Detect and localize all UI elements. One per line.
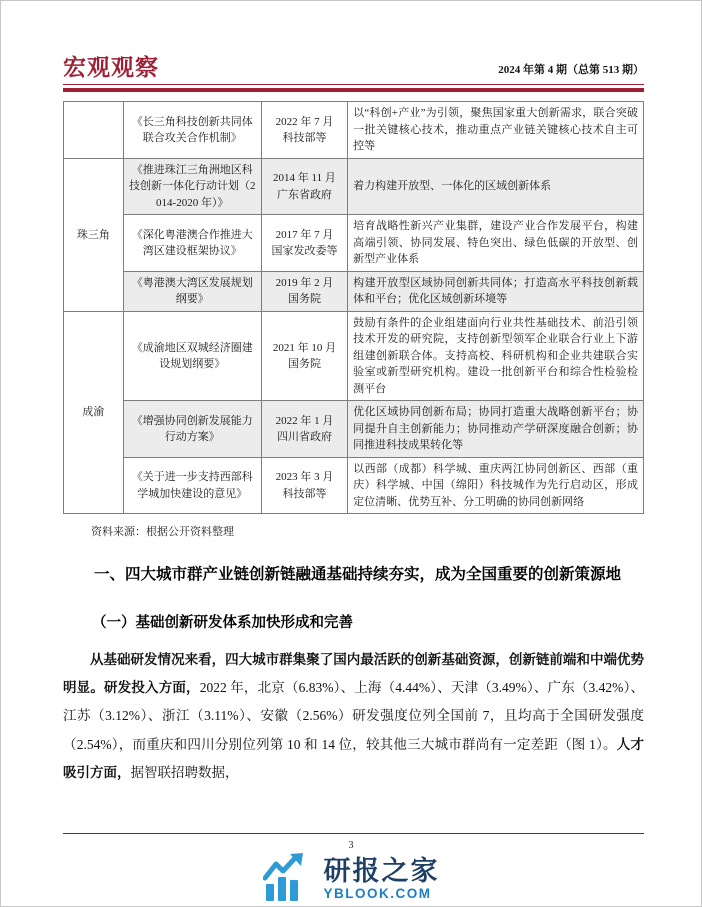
policy-agency: 科技部等 (282, 487, 327, 500)
policy-date: 2022 年 7 月 (275, 115, 334, 128)
policy-content-cell: 鼓励有条件的企业组建面向行业共性基础技术、前沿引领技术开发的研究院，支持创新型领军企业联合行业上下游组建创新联合体。支持高校、科研机构和企业共建联合实验室或新型研究机构。建设一批创新平台和综合性检验检测平台 (348, 311, 644, 401)
policy-name-cell: 《增强协同创新发展能力行动方案》 (123, 401, 261, 458)
text-segment: 据智联招聘数据， (130, 764, 239, 780)
date-agency-cell (261, 401, 347, 458)
date-agency-cell (261, 102, 347, 159)
logo-name: 研报之家 (323, 856, 440, 887)
table-row (64, 401, 644, 458)
table-row (64, 158, 644, 215)
page-header (63, 1, 644, 80)
subsection-heading: （一）基础创新研发体系加快形成和完善 (92, 614, 353, 631)
date-agency-cell (261, 215, 347, 272)
section-heading: 一、四大城市群产业链创新链融通基础持续夯实，成为全国重要的创新策源地 (94, 566, 622, 584)
region-cell: 珠三角 (64, 158, 124, 311)
date-agency-cell (261, 311, 347, 401)
table-row (64, 102, 644, 159)
date-agency-cell (261, 158, 347, 215)
logo-domain: YBLOOK.COM (323, 886, 432, 902)
policy-agency: 国家发改委等 (271, 245, 338, 258)
policy-date: 2017 年 7 月 (275, 228, 334, 241)
policy-table (63, 101, 644, 514)
date-agency-cell (261, 271, 347, 311)
policy-date: 2014 年 11 月 (273, 172, 336, 185)
table-row (64, 311, 644, 401)
policy-agency: 国务院 (287, 358, 321, 371)
header-rule-thick (63, 88, 644, 92)
policy-name-cell: 《推进珠江三角洲地区科技创新一体化行动计划（2014-2020 年）》 (123, 158, 261, 215)
policy-name-cell: 《粤港澳大湾区发展规划纲要》 (123, 271, 261, 311)
table-row (64, 215, 644, 272)
watermark-logo (1, 853, 701, 906)
issue-number: 2024 年第 4 期（总第 513 期） (498, 64, 644, 77)
policy-content-cell: 构建开放型区域协同创新共同体；打造高水平科技创新载体和平台；优化区域创新环境等 (348, 271, 644, 311)
policy-date: 2019 年 2 月 (275, 276, 334, 289)
policy-agency: 广东省政府 (276, 188, 332, 201)
page-number: 3 (348, 840, 354, 851)
region-cell: 成渝 (64, 311, 124, 514)
policy-name-cell: 《关于进一步支持西部科学城加快建设的意见》 (123, 457, 261, 514)
date-agency-cell (261, 457, 347, 514)
bold-text-segment: 人才吸引方面， (63, 736, 645, 780)
policy-content-cell: 以西部（成都）科学城、重庆两江协同创新区、西部（重庆）科学城、中国（绵阳）科技城作为先行启动区，形成定位清晰、优势互补、分工明确的协同创新网络 (348, 457, 644, 514)
policy-date: 2023 年 3 月 (275, 471, 334, 484)
policy-content-cell: 培育战略性新兴产业集群，建设产业合作发展平台，构建高端引领、协同发展、特色突出、绿色低碳的开放型、创新型产业体系 (348, 215, 644, 272)
header-rule-thin (63, 84, 644, 85)
table-row (64, 457, 644, 514)
bold-text-segment: 从基础研发情况来看，四大城市群集聚了国内最活跃的创新基础资源，创新链前端和中端优势明显。研发投入方面， (63, 651, 644, 695)
publication-title: 宏观观察 (63, 54, 159, 80)
region-cell (64, 102, 124, 159)
policy-content-cell: 优化区域协同创新布局；协同打造重大战略创新平台；协同提升自主创新能力；协同推动产学研深度融合创新；协同推进科技成果转化等 (348, 401, 644, 458)
policy-date: 2022 年 1 月 (275, 414, 334, 427)
policy-name-cell: 《深化粤港澳合作推进大湾区建设框架协议》 (123, 215, 261, 272)
footer-rule (63, 833, 644, 834)
policy-agency: 国务院 (287, 293, 321, 306)
policy-name-cell: 《长三角科技创新共同体联合攻关合作机制》 (123, 102, 261, 159)
policy-agency: 四川省政府 (276, 431, 332, 444)
bar-chart-arrow-icon (263, 853, 315, 906)
policy-content-cell: 以“科创+产业”为引领，聚焦国家重大创新需求，联合突破一批关键核心技术，推动重点产业链关键核心技术自主可控等 (348, 102, 644, 159)
table-row (64, 271, 644, 311)
policy-table-body (64, 102, 644, 514)
text-segment: 2022 年，北京（6.83%）、上海（4.44%）、天津（3.49%）、广东（3.42%）、江苏（3.12%）、浙江（3.11%）、安徽（2.56%）研发强度位列全国前 7，且均高于全国研发强度（2.54%），而重庆和四川分别位列第 10 和 14 位，较其他三大城市群尚有一定差距（图 1）。 (63, 679, 645, 752)
source-note: 资料来源：根据公开资料整理 (91, 526, 234, 539)
policy-name-cell: 《成渝地区双城经济圈建设规划纲要》 (123, 311, 261, 401)
policy-content-cell: 着力构建开放型、一体化的区域创新体系 (348, 158, 644, 215)
policy-agency: 科技部等 (282, 132, 327, 145)
logo-text (324, 858, 440, 901)
body-paragraph (63, 646, 644, 788)
policy-date: 2021 年 10 月 (272, 341, 337, 354)
